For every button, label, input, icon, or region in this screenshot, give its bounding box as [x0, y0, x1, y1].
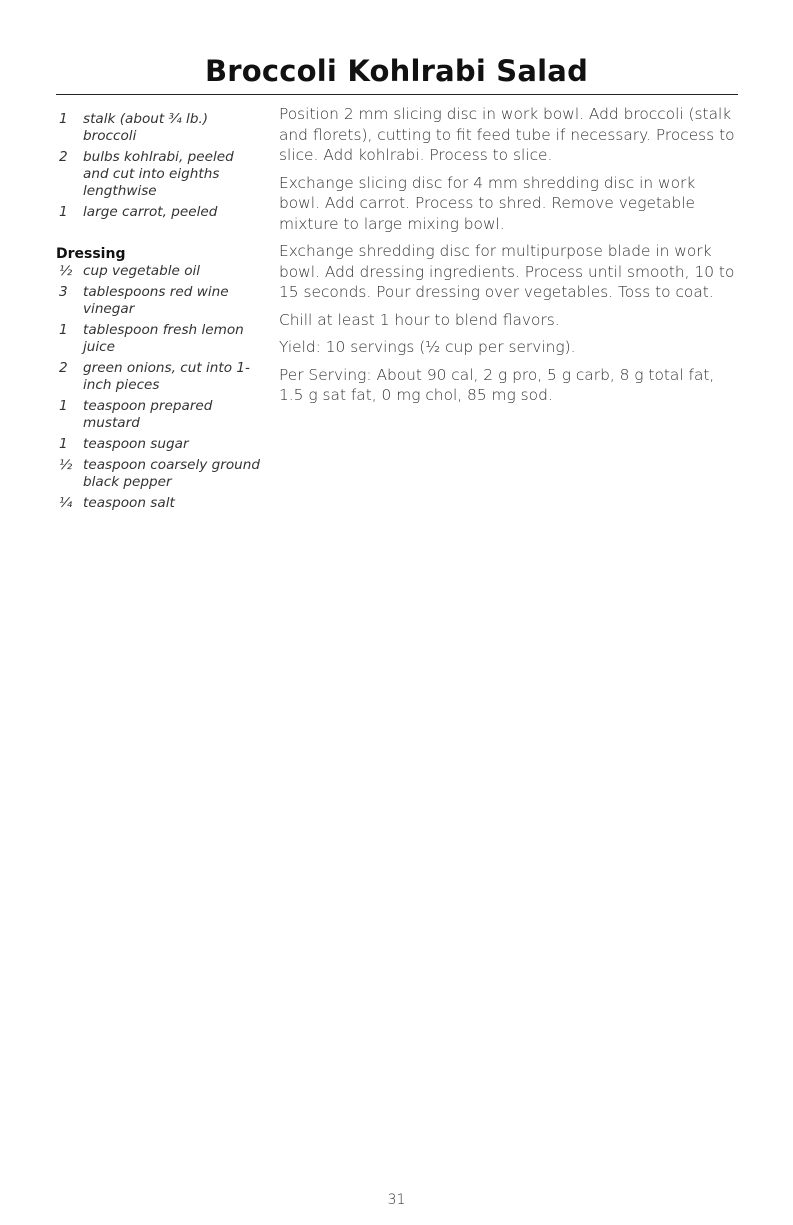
direction-step: Chill at least 1 hour to blend flavors. [279, 310, 560, 329]
ingredient-qty: 3 [59, 284, 68, 300]
page-number: 31 [387, 1192, 406, 1208]
ingredient-qty: 2 [59, 360, 68, 376]
direction-step: Exchange slicing disc for 4 mm shredding disc in work bowl. Add carrot. Process to shred. Remove vegetable mixture to large mixing bowl. [279, 173, 696, 233]
ingredient-qty: ¼ [59, 495, 73, 511]
ingredient-item [56, 263, 270, 280]
ingredient-item [56, 436, 268, 453]
ingredient-item [56, 322, 252, 356]
ingredient-item [56, 495, 268, 512]
ingredient-qty: 1 [59, 398, 68, 414]
direction-step: Exchange shredding disc for multipurpose blade in work bowl. Add dressing ingredients. Process until smooth, 10 to 15 seconds. Pour dressing over vegetables. Toss to coat. [279, 242, 735, 301]
ingredient-qty: 2 [59, 149, 68, 165]
title-divider [56, 94, 738, 95]
yield-text: Yield: 10 servings (½ cup per serving). [279, 338, 576, 356]
ingredients-column [56, 111, 286, 512]
ingredient-desc: large carrot, peeled [83, 204, 218, 220]
directions-column [279, 104, 739, 413]
ingredient-item [56, 360, 262, 394]
ingredient-desc: bulbs kohlrabi, peeled and cut into eighths lengthwise [83, 149, 234, 199]
ingredient-qty: ½ [59, 457, 73, 473]
dressing-heading: Dressing [56, 246, 126, 262]
ingredient-item [56, 149, 256, 200]
ingredient-item [56, 111, 256, 145]
ingredient-item [56, 457, 282, 491]
ingredient-item [56, 398, 268, 432]
ingredient-item [56, 204, 268, 221]
ingredient-qty: ½ [59, 263, 73, 279]
ingredient-desc: stalk (about ¾ lb.) broccoli [83, 111, 209, 144]
ingredient-desc: cup vegetable oil [83, 263, 201, 279]
ingredient-qty: 1 [59, 322, 68, 338]
ingredient-desc: teaspoon salt [83, 495, 175, 511]
ingredient-desc: teaspoon sugar [83, 436, 189, 452]
ingredient-desc: tablespoon fresh lemon juice [83, 322, 244, 355]
ingredient-desc: teaspoon coarsely ground black pepper [83, 457, 260, 490]
ingredient-qty: 1 [59, 204, 68, 220]
ingredient-desc: teaspoon prepared mustard [83, 398, 213, 431]
ingredient-qty: 1 [59, 436, 68, 452]
ingredient-desc: green onions, cut into 1-inch pieces [83, 360, 250, 393]
ingredient-qty: 1 [59, 111, 68, 127]
dressing-section [56, 245, 286, 512]
page-title: Broccoli Kohlrabi Salad [204, 54, 589, 88]
ingredient-desc: tablespoons red wine vinegar [83, 284, 229, 317]
ingredient-item [56, 284, 252, 318]
nutrition-text: Per Serving: About 90 cal, 2 g pro, 5 g carb, 8 g total fat, 1.5 g sat fat, 0 mg chol, 85 mg sod. [279, 365, 715, 404]
direction-step: Position 2 mm slicing disc in work bowl. Add broccoli (stalk and florets), cutting to fit feed tube if necessary. Process to slice. Add kohlrabi. Process to slice. [279, 105, 735, 164]
